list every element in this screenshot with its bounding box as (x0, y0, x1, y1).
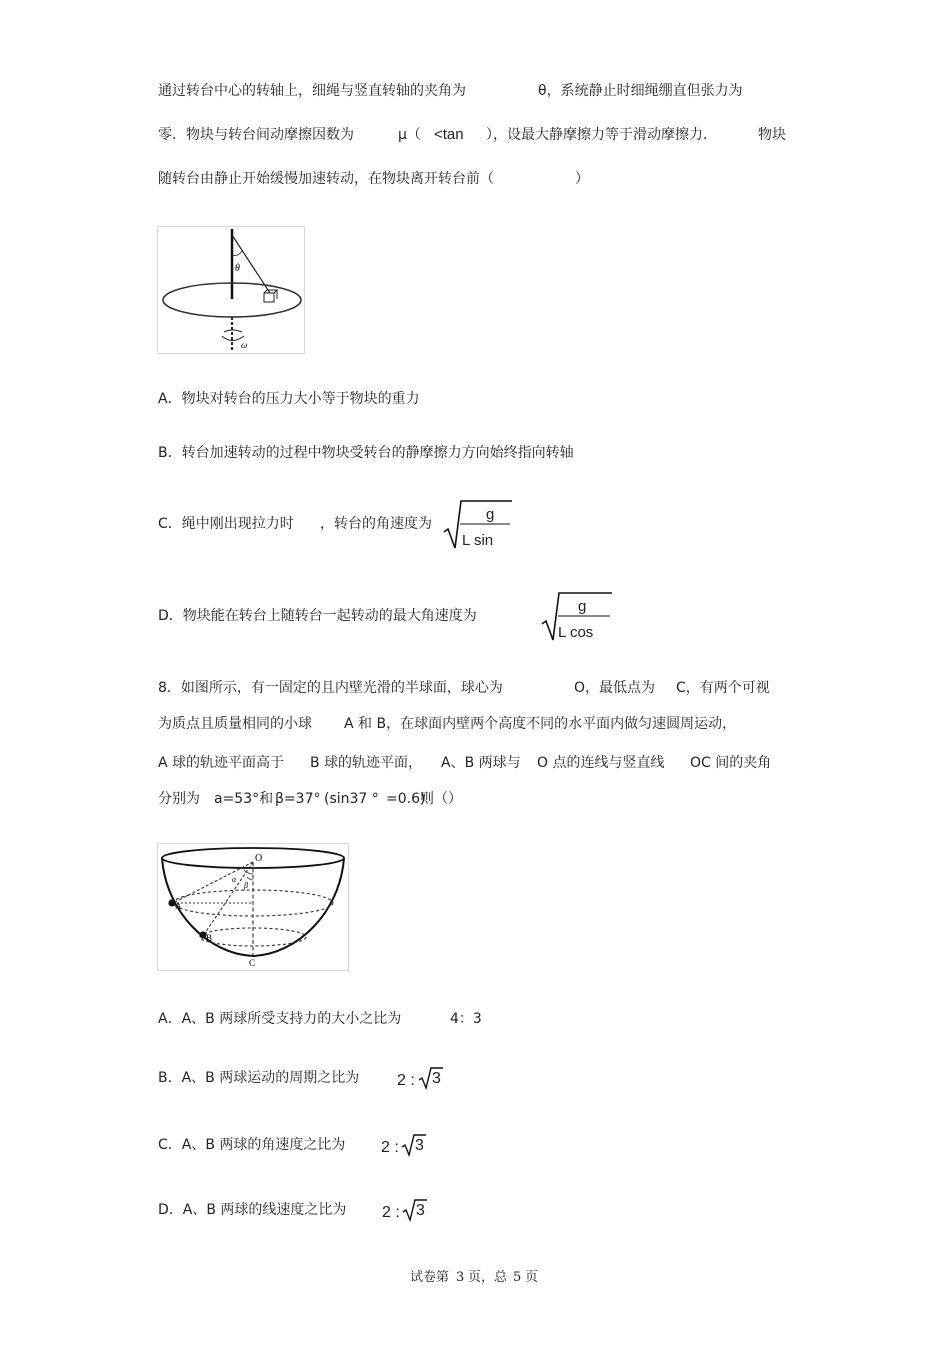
q8-line1a: 8．如图所示，有一固定的且内壁光滑的半球面，球心为 (158, 680, 503, 696)
intro-line3b: ） (575, 171, 589, 187)
q8-line4c: β=37° (275, 791, 321, 807)
point-b-label: B (206, 933, 213, 943)
q8-line4a: 分别为 (158, 791, 200, 807)
q8-line3c: A、B 两球与 (441, 755, 521, 771)
intro-line3a: 随转台由静止开始缓慢加速转动，在物块离开转台前（ (158, 171, 494, 187)
q8-line4b: a=53°和 (214, 791, 274, 807)
q7-option-c-tail: ，转台的角速度为 (320, 516, 432, 532)
q7-option-a: A．物块对转台的压力大小等于物块的重力 (158, 391, 420, 407)
q8-option-d-sqrt (402, 1198, 428, 1222)
q8-option-b-sqrt (418, 1066, 444, 1090)
q8-option-c-sqrt (401, 1133, 427, 1157)
q8-option-a-value: 4：3 (450, 1011, 482, 1027)
intro-line2a: 零．物块与转台间动摩擦因数为 (158, 127, 354, 143)
q8-line3a: A 球的轨迹平面高于 (158, 755, 285, 771)
intro-line2d: ），设最大静摩擦力等于滑动摩擦力． (486, 127, 717, 143)
q8-line4f: 则（） (420, 791, 462, 807)
q8-option-b-radicand: 3 (432, 1070, 441, 1087)
q8-line4d: (sin37 ° (324, 791, 379, 807)
beta-label: β (244, 881, 248, 890)
footer-label-a: 试卷第 (410, 1270, 450, 1285)
radical-d-denominator: L cos (558, 624, 594, 641)
q8-line3d: O 点的连线与竖直线 (537, 755, 665, 771)
footer-page-number: 3 (456, 1270, 465, 1285)
intro-line2e: 物块 (758, 127, 786, 143)
q8-line2a: 为质点且质量相同的小球 (158, 716, 312, 732)
q8-option-d: D．A、B 两球的线速度之比为 (158, 1202, 347, 1218)
q8-option-b-ratio: 2 : (397, 1072, 415, 1089)
intro-line1a: 通过转台中心的转轴上，细绳与竖直转轴的夹角为 (158, 83, 466, 99)
radical-c-numerator: g (486, 506, 495, 523)
q8-option-b: B．A、B 两球运动的周期之比为 (158, 1070, 360, 1086)
point-c-label: C (249, 958, 256, 968)
footer-label-b: 页，总 (468, 1270, 508, 1285)
q8-line2b: A 和 B，在球面内壁两个高度不同的水平面内做匀速圆周运动， (344, 716, 737, 732)
radical-d-numerator: g (578, 598, 587, 615)
q8-line1b: O，最低点为 (574, 680, 656, 696)
hemisphere-figure (157, 843, 349, 971)
radical-g-over-lsin (442, 498, 514, 552)
footer-label-c: 页 (525, 1270, 539, 1285)
turntable-figure (157, 226, 305, 354)
q7-option-d: D．物块能在转台上随转台一起转动的最大角速度为 (158, 608, 477, 624)
q7-option-b: B．转台加速转动的过程中物块受转台的静摩擦力方向始终指向转轴 (158, 445, 574, 461)
q8-line4e: =0.6) (386, 791, 426, 807)
q8-option-c-ratio: 2 : (381, 1139, 399, 1156)
q8-option-c-radicand: 3 (415, 1137, 424, 1154)
theta-label: θ (235, 263, 240, 274)
radical-c-denominator: L sin (462, 532, 494, 549)
alpha-label: α (232, 875, 237, 884)
omega-label: ω (241, 340, 248, 350)
point-o-label: O (255, 853, 263, 864)
intro-line2c: <tan (434, 126, 464, 143)
q8-line1c: C，有两个可视 (676, 680, 770, 696)
footer-total-pages: 5 (513, 1270, 522, 1285)
intro-line1b: θ，系统静止时细绳绷直但张力为 (538, 83, 743, 99)
q8-option-d-ratio: 2 : (382, 1204, 400, 1221)
q8-option-a: A．A、B 两球所受支持力的大小之比为 (158, 1011, 402, 1027)
q7-option-c: C．绳中刚出现拉力时 (158, 516, 294, 532)
intro-line2b: μ（ (398, 127, 421, 143)
q8-option-c: C．A、B 两球的角速度之比为 (158, 1137, 346, 1153)
q8-line3e: OC 间的夹角 (690, 755, 772, 771)
q8-line3b: B 球的轨迹平面， (310, 755, 423, 771)
point-a-label: A (175, 901, 182, 911)
radical-g-over-lcos (540, 590, 616, 644)
q8-option-d-radicand: 3 (416, 1202, 425, 1219)
